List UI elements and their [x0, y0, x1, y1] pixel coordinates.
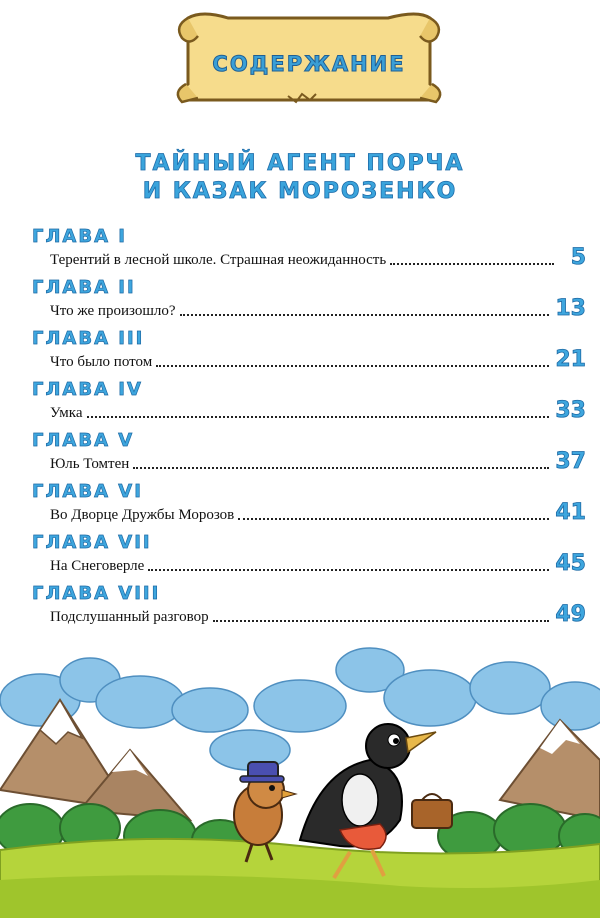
chapter-title: Что было потом [50, 354, 153, 370]
dot-leader [180, 313, 550, 316]
chapter-label: ГЛАВА IV [32, 379, 143, 400]
toc-entry[interactable] [0, 273, 600, 324]
dot-leader [87, 415, 550, 418]
dot-leader [213, 619, 550, 622]
book-title [0, 150, 600, 206]
toc-entry[interactable] [0, 528, 600, 579]
chapter-label: ГЛАВА VII [32, 532, 152, 553]
toc-entry[interactable] [0, 426, 600, 477]
toc-entry[interactable] [0, 375, 600, 426]
page-number: 21 [555, 347, 586, 372]
page-number: 13 [555, 296, 586, 321]
book-title-line-2: И КАЗАК МОРОЗЕНКО [142, 179, 458, 204]
dot-leader [238, 517, 549, 520]
chapter-title: Юль Томтен [50, 456, 130, 472]
book-title-line-1: ТАЙНЫЙ АГЕНТ ПОРЧА [135, 151, 465, 176]
chapter-label: ГЛАВА VIII [32, 583, 161, 604]
mountains-landscape-illustration [0, 640, 600, 918]
dot-leader [148, 568, 549, 571]
page-number: 49 [555, 602, 586, 627]
banner-title: СОДЕРЖАНИЕ [212, 52, 406, 76]
toc-entry[interactable] [0, 324, 600, 375]
toc-entry[interactable] [0, 579, 600, 630]
page-number: 5 [570, 245, 586, 270]
chapter-title: Что же произошло? [50, 303, 176, 319]
chapter-label: ГЛАВА I [32, 226, 127, 247]
scroll-banner [168, 6, 450, 106]
chapter-label: ГЛАВА II [32, 277, 136, 298]
chapter-title: Подслушанный разговор [50, 609, 209, 625]
chapter-title: Умка [50, 405, 83, 421]
page-number: 33 [555, 398, 586, 423]
dot-leader [156, 364, 549, 367]
chapter-title: Во Дворце Дружбы Морозов [50, 507, 235, 523]
chapter-label: ГЛАВА V [32, 430, 135, 451]
chapter-title: На Снеговерле [50, 558, 145, 574]
dot-leader [133, 466, 549, 469]
chapter-label: ГЛАВА VI [32, 481, 143, 502]
toc-entry[interactable] [0, 222, 600, 273]
page-number: 41 [555, 500, 586, 525]
page-number: 45 [555, 551, 586, 576]
toc-entry[interactable] [0, 477, 600, 528]
chapter-title: Терентий в лесной школе. Страшная неожиданность [50, 252, 387, 268]
table-of-contents [0, 222, 600, 630]
dot-leader [390, 262, 554, 265]
page-number: 37 [555, 449, 586, 474]
chapter-label: ГЛАВА III [32, 328, 145, 349]
